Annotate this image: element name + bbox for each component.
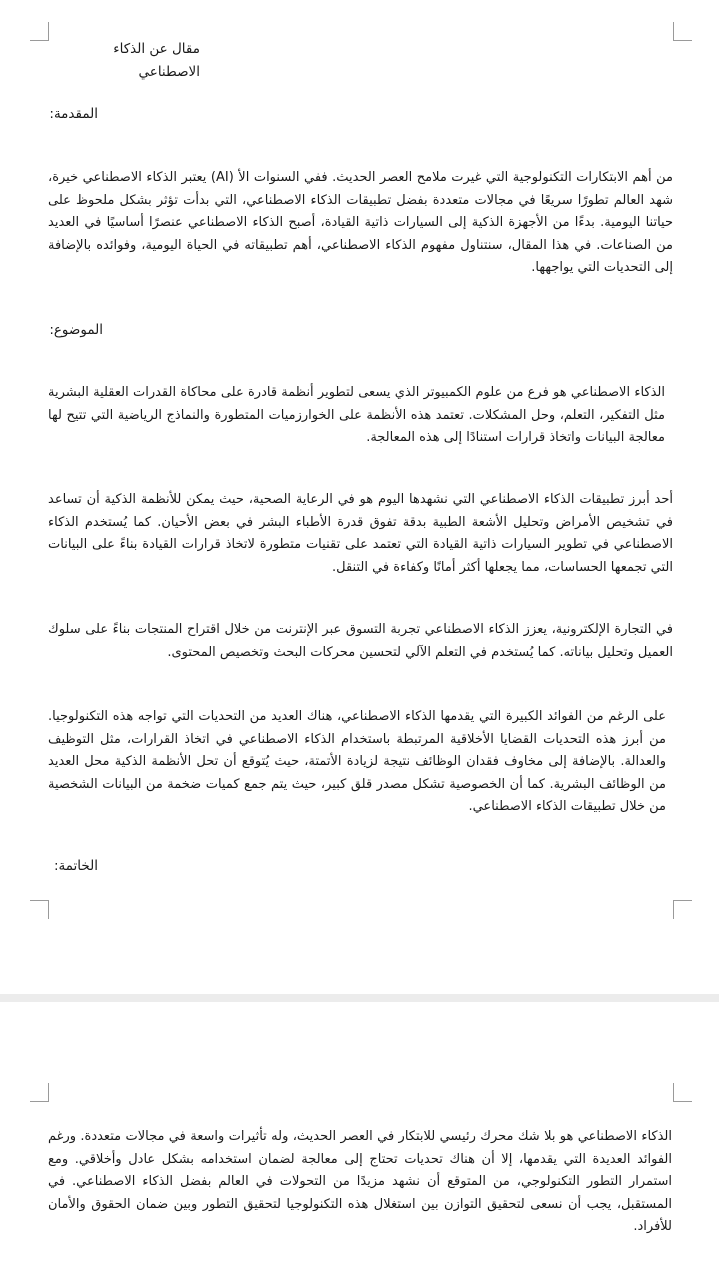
conclusion-heading: الخاتمة: — [53, 858, 98, 874]
topic-paragraph-3: في التجارة الإلكترونية، يعزز الذكاء الاصطناعي تجربة التسوق عبر الإنترنت من خلال اقتراح المنتجات بناءً على سلوك العميل وتحليل بياناته. كما يُستخدم في التعلم الآلي لتحسين محركات البحث وتخصيص المحتوى. — [48, 622, 673, 660]
margin-corner-top-left — [30, 1083, 49, 1102]
conclusion-paragraph: الذكاء الاصطناعي هو بلا شك محرك رئيسي للابتكار في العصر الحديث، وله تأثيرات واسعة في مجالات متعددة. ورغم الفوائد العديدة التي يقدمها، إلا أن هناك تحديات تحتاج إلى معالجة لضمان استخدامه بشكل عادل وأخلاقي. ومع استمرار التطور التكنولوجي، من المتوقع أن نشهد مزيدًا من التحولات في العالم بفضل الذكاء الاصطناعي. في المستقبل، يجب أن نسعى لتحقيق التوازن بين استغلال هذه التكنولوجيا لتحقيق التطور وبين ضمان الحقوق والأمان للأفراد. — [48, 1129, 672, 1234]
intro-paragraph: من أهم الابتكارات التكنولوجية التي غيرت ملامح العصر الحديث. ففي السنوات الأ (AI) يعتبر الذكاء الاصطناعي خيرة، شهد العالم تطورًا سريعًا في مجالات متعددة بفضل تطبيقات الذكاء الاصطناعي، التي بدأت تؤثر بشكل ملحوظ على حياتنا اليومية. بدءًا من الأجهزة الذكية إلى السيارات ذاتية القيادة، أصبح الذكاء الاصطناعي عنصرًا أساسيًا في العديد من الصناعات. في هذا المقال، سنتناول مفهوم الذكاء الاصطناعي، أهم تطبيقاته في الحياة اليومية، وفوائده بالإضافة إلى التحديات التي يواجهها. — [48, 170, 673, 275]
topic-paragraph-4: على الرغم من الفوائد الكبيرة التي يقدمها الذكاء الاصطناعي، هناك العديد من التحديات التي تواجه هذه التكنولوجيا. من أبرز هذه التحديات القضايا الأخلاقية المرتبطة باستخدام الذكاء الاصطناعي في اتخاذ القرارات، مثل التوظيف والعدالة. بالإضافة إلى مخاوف فقدان الوظائف نتيجة لزيادة الأتمتة، حيث يُتوقع أن تحل الأنظمة الذكية محل العديد من الوظائف البشرية. كما أن الخصوصية تشكل مصدر قلق كبير، حيث يتم جمع كميات ضخمة من البيانات الشخصية من خلال تطبيقات الذكاء الاصطناعي. — [48, 709, 666, 814]
page-separator — [0, 994, 719, 1002]
document-title: مقال عن الذكاء الاصطناعي — [113, 41, 200, 80]
intro-heading: المقدمة: — [49, 106, 98, 122]
margin-corner-bottom-left — [30, 900, 49, 919]
document-page-2 — [0, 1002, 719, 1271]
topic-heading: الموضوع: — [49, 322, 103, 338]
topic-paragraph-1: الذكاء الاصطناعي هو فرع من علوم الكمبيوتر الذي يسعى لتطوير أنظمة قادرة على محاكاة القدرات العقلية البشرية مثل التفكير، التعلم، وحل المشكلات. تعتمد هذه الأنظمة على الخوارزميات المتطورة والنماذج الرياضية التي تتيح لها معالجة البيانات واتخاذ قرارات استنادًا إلى هذه المعالجة. — [48, 385, 665, 445]
topic-paragraph-2: أحد أبرز تطبيقات الذكاء الاصطناعي التي نشهدها اليوم هو في الرعاية الصحية، حيث يمكن للأنظمة الذكية أن تساعد في تشخيص الأمراض وتحليل الأشعة الطبية بدقة تفوق قدرة الأطباء البشر في بعض الأحيان. كما يُستخدم الذكاء الاصطناعي في تطوير السيارات ذاتية القيادة التي تعتمد على تقنيات متطورة لاتخاذ قرارات القيادة بناءً على البيانات التي تجمعها الحساسات، مما يجعلها أكثر أمانًا وكفاءة في التنقل. — [48, 492, 673, 575]
margin-corner-top-right — [673, 22, 692, 41]
margin-corner-top-right — [673, 1083, 692, 1102]
margin-corner-top-left — [30, 22, 49, 41]
margin-corner-bottom-right — [673, 900, 692, 919]
